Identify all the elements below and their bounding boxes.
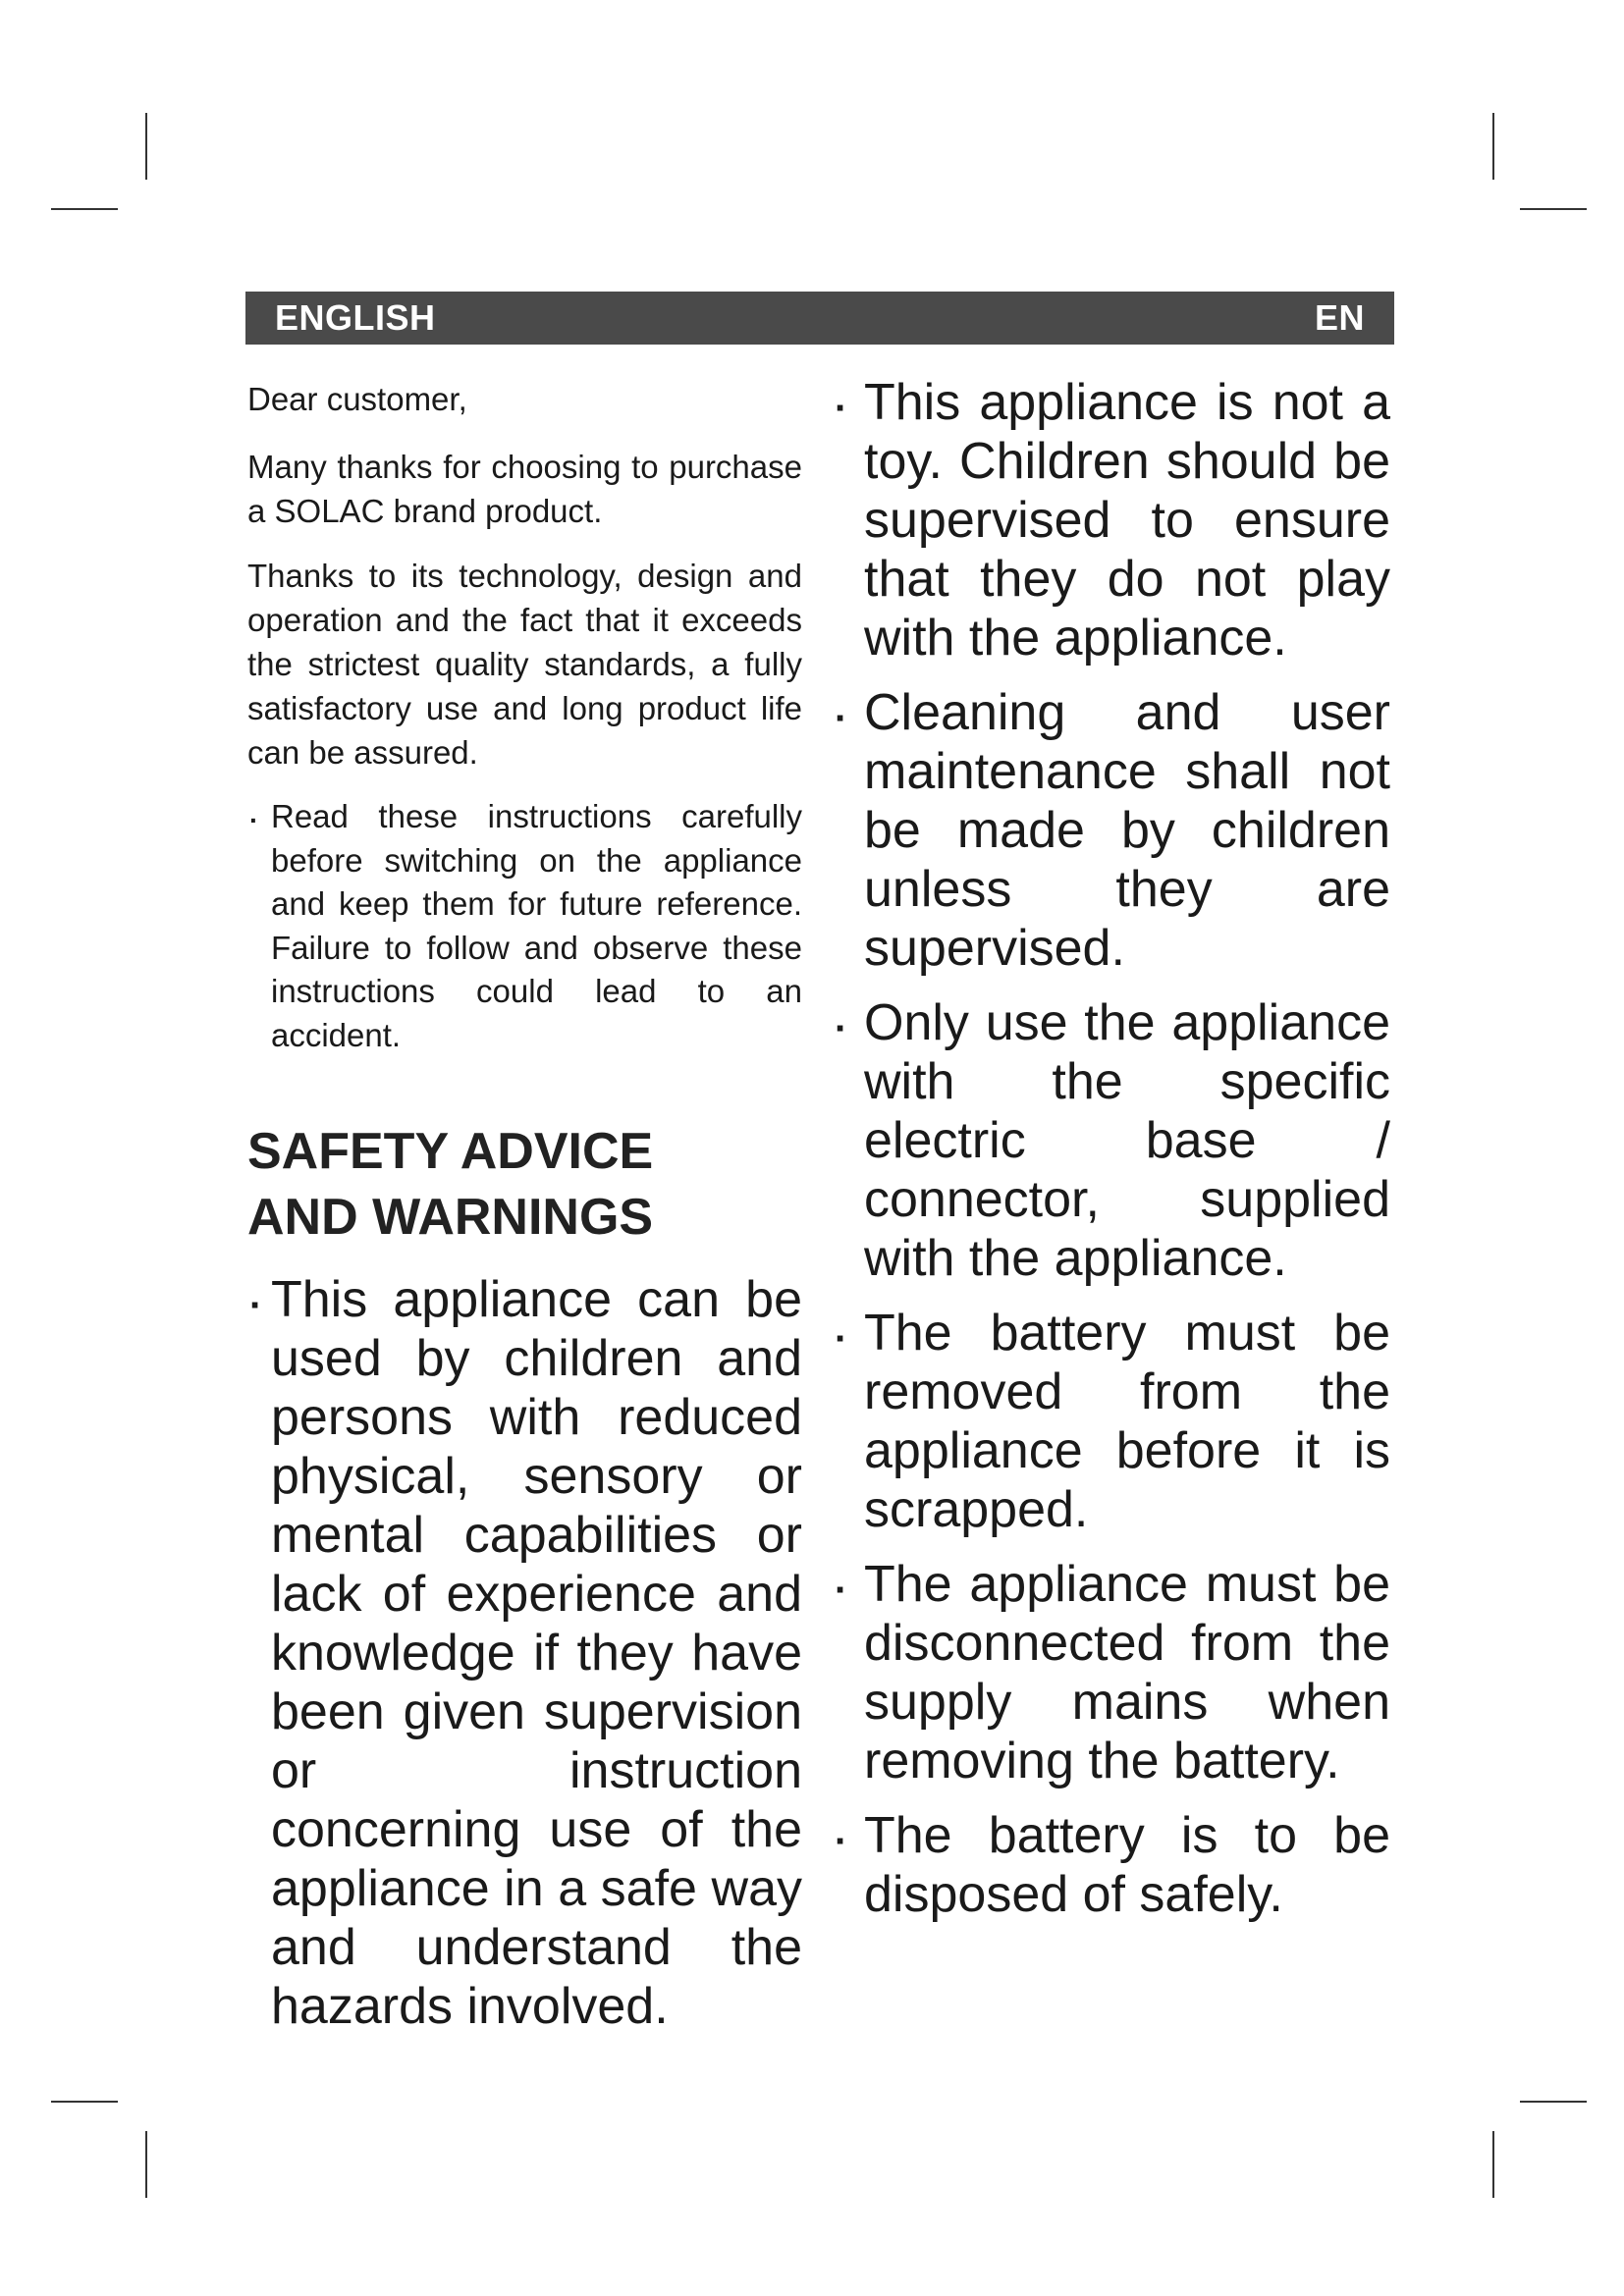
safety-item-text: Cleaning and user maintenance shall not be made by children unless they are supervised. (864, 684, 1390, 977)
read-instructions-item (247, 795, 802, 1057)
safety-title-line1: SAFETY ADVICE (247, 1123, 654, 1180)
crop-mark-top-left-horizontal (51, 208, 118, 210)
crop-mark-top-right-vertical (1492, 113, 1494, 180)
crop-mark-bottom-left-horizontal (51, 2101, 118, 2103)
bullet-mark: · (835, 1007, 848, 1050)
safety-item-disconnect-mains (833, 1555, 1390, 1790)
crop-mark-bottom-right-horizontal (1520, 2101, 1587, 2103)
bullet-mark: · (835, 1317, 848, 1361)
language-label: ENGLISH (275, 297, 436, 338)
language-header-band (245, 292, 1394, 345)
crop-mark-top-left-vertical (145, 113, 147, 180)
safety-item-text: This appliance can be used by children and persons with reduced physical, sensory or mental capabilities or lack of experience and knowledge if they have been given supervision or instruction concerning use of the appliance in a safe way and understand the hazards involved. (271, 1271, 802, 2035)
safety-item-battery-disposal (833, 1806, 1390, 1924)
thanks-paragraph: Many thanks for choosing to purchase a SOLAC brand product. (247, 449, 802, 529)
crop-mark-bottom-left-vertical (145, 2131, 147, 2198)
bullet-mark: · (249, 805, 259, 835)
safety-item-not-a-toy (833, 373, 1390, 667)
safety-item-text: The battery must be removed from the appliance before it is scrapped. (864, 1305, 1390, 1538)
greeting-text: Dear customer, (247, 381, 467, 417)
safety-item-text: The appliance must be disconnected from the supply mains when removing the battery. (864, 1556, 1390, 1789)
bullet-mark: · (835, 387, 848, 430)
safety-item-text: Only use the appliance with the specific electric base / connector, supplied with the appliance. (864, 994, 1390, 1287)
safety-item-electric-base (833, 993, 1390, 1288)
bullet-mark: · (249, 1284, 263, 1327)
left-column (247, 377, 802, 2050)
crop-mark-bottom-right-vertical (1492, 2131, 1494, 2198)
safety-section-title (247, 1119, 802, 1251)
safety-title-line2: AND WARNINGS (247, 1189, 654, 1246)
safety-item-children-use (247, 1270, 802, 2036)
safety-item-cleaning (833, 683, 1390, 978)
technology-paragraph: Thanks to its technology, design and operation and the fact that it exceeds the strictest quality standards, a fully satisfactory use and long product life can be assured. (247, 558, 802, 771)
safety-item-text: The battery is to be disposed of safely. (864, 1807, 1390, 1923)
bullet-mark: · (835, 1569, 848, 1612)
safety-item-text: This appliance is not a toy. Children should be supervised to ensure that they do not play with the appliance. (864, 374, 1390, 667)
right-column (833, 373, 1390, 1940)
safety-item-battery-removal (833, 1304, 1390, 1539)
crop-mark-top-right-horizontal (1520, 208, 1587, 210)
bullet-mark: · (835, 1820, 848, 1863)
read-instructions-text: Read these instructions carefully before switching on the appliance and keep them for future reference. Failure to follow and observe these instructions could lead to an accident. (271, 798, 802, 1053)
language-code: EN (1314, 297, 1365, 338)
bullet-mark: · (835, 697, 848, 740)
